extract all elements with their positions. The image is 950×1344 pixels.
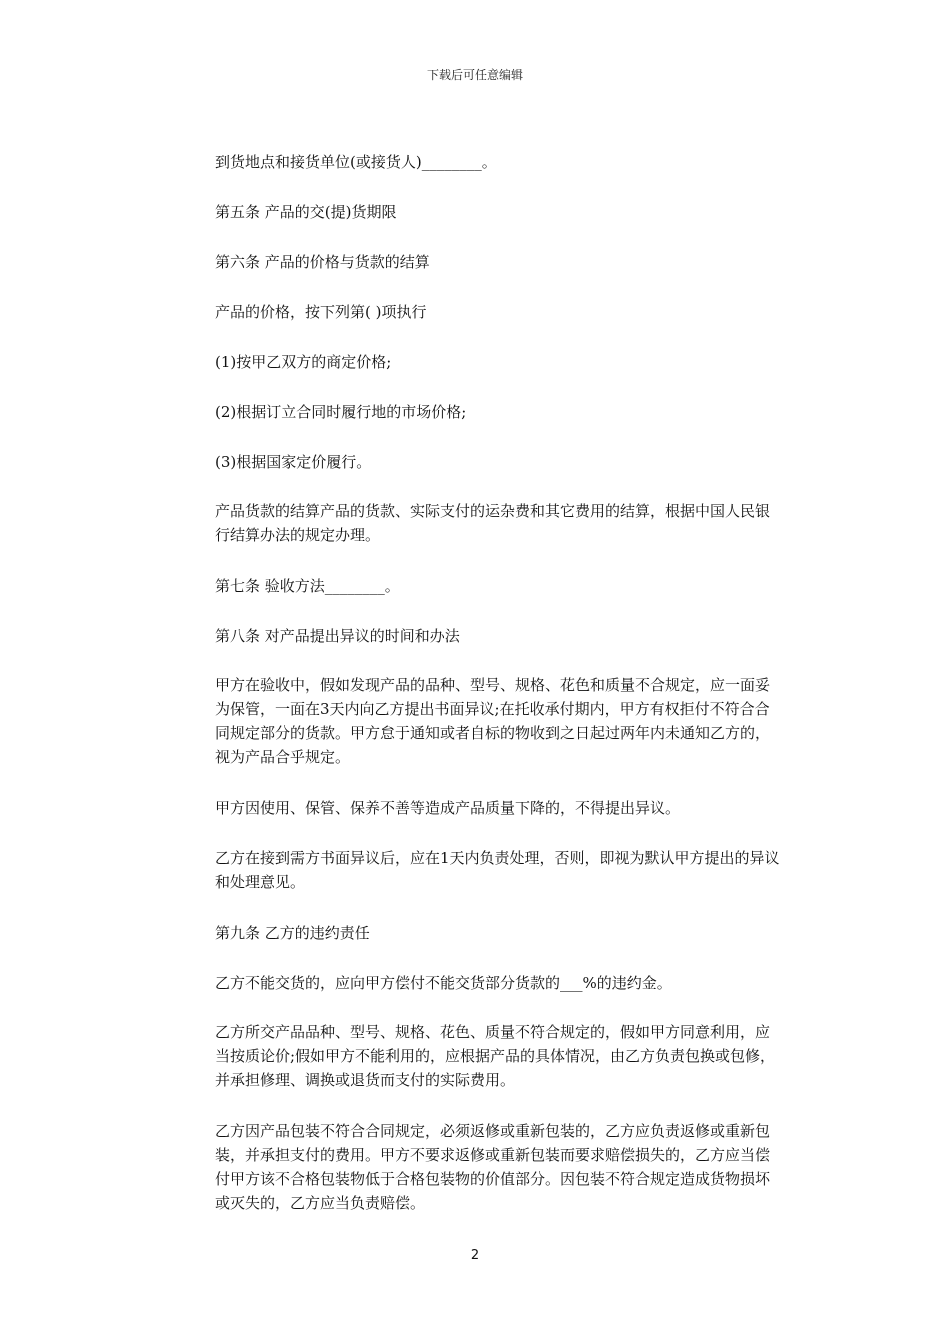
heading-article-6: 第六条 产品的价格与货款的结算 [215,253,430,271]
heading-article-8: 第八条 对产品提出异议的时间和办法 [215,627,460,645]
paragraph-non-delivery: 乙方不能交货的，应向甲方偿付不能交货部分货款的___%的违约金。 [215,974,672,992]
paragraph-quality-nonconformity: 乙方所交产品品种、型号、规格、花色、质量不符合规定的，假如甲方同意利用，应当按质论价;假如甲方不能利用的，应根据产品的具体情况，由乙方负责包换或包修，并承担修理、调换或退货而支付的实际费用。 [215,1023,776,1089]
page-number: 2 [470,1248,480,1263]
heading-article-7: 第七条 验收方法________。 [215,577,400,595]
paragraph-settlement: 产品货款的结算产品的货款、实际支付的运杂费和其它费用的结算，根据中国人民银行结算办法的规定办理。 [215,502,771,544]
paragraph-price-option: 产品的价格，按下列第( )项执行 [215,303,427,321]
heading-article-5: 第五条 产品的交(提)货期限 [215,203,397,221]
paragraph-packaging: 乙方因产品包装不符合合同规定，必须返修或重新包装的，乙方应负责返修或重新包装，并承担支付的费用。甲方不要求返修或重新包装而要求赔偿损失的，乙方应当偿付甲方该不合格包装物低于合格包装物的价值部分。因包装不符合规定造成货物损坏或灭失的，乙方应当负责赔偿。 [215,1122,771,1212]
paragraph-delivery-place: 到货地点和接货单位(或接货人)________。 [215,153,497,171]
list-item-1: (1)按甲乙双方的商定价格; [215,353,392,371]
paragraph-no-objection: 甲方因使用、保管、保养不善等造成产品质量下降的，不得提出异议。 [215,799,681,817]
list-item-3: (3)根据国家定价履行。 [215,453,372,471]
paragraph-supplier-response: 乙方在接到需方书面异议后，应在1天内负责处理，否则，即视为默认甲方提出的异议和处理意见。 [215,849,780,891]
page-header: 下载后可任意编辑 [426,68,523,82]
heading-article-9: 第九条 乙方的违约责任 [215,924,370,942]
list-item-2: (2)根据订立合同时履行地的市场价格; [215,403,467,421]
paragraph-inspection-objection: 甲方在验收中，假如发现产品的品种、型号、规格、花色和质量不合规定，应一面妥为保管，一面在3天内向乙方提出书面异议;在托收承付期内，甲方有权拒付不符合合同规定部分的货款。甲方怠于通知或者自标的物收到之日起过两年内未通知乙方的，视为产品合乎规定。 [215,676,771,766]
